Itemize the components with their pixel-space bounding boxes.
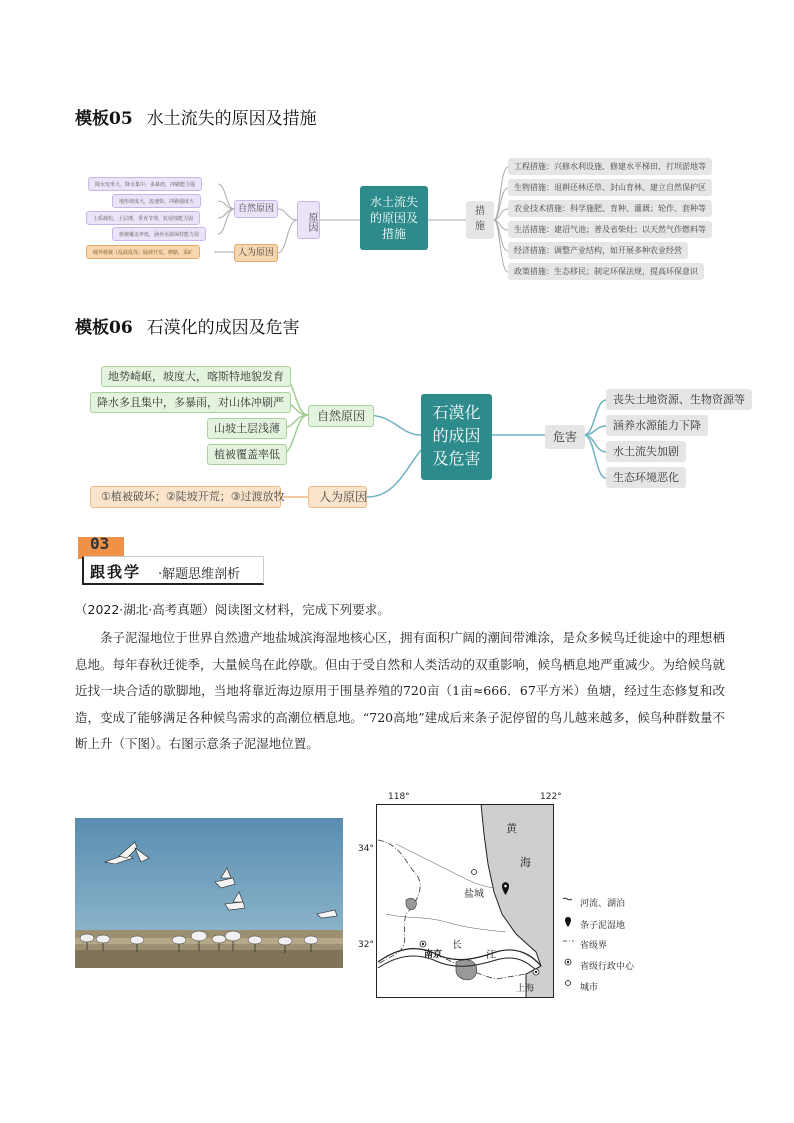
- map-river-label-1: 长: [452, 940, 462, 951]
- t05-natural-item: 降水变率大，降水集中，多暴雨，冲刷能力强: [88, 177, 202, 191]
- t05-measure-label: [466, 201, 494, 239]
- t05-natural-item: 土质疏松，土层薄，垂直节理，抗侵蚀能力弱: [86, 211, 200, 225]
- map-lat-top: 34°: [358, 844, 374, 854]
- t06-natural-item: 植被覆盖率低: [207, 444, 287, 465]
- t06-harm-item: 水土流失加剧: [606, 441, 686, 462]
- map-lat-bottom: 32°: [358, 940, 374, 950]
- t05-cause-label: [297, 201, 320, 239]
- template06-number: 模板06: [75, 318, 133, 338]
- t06-harm-item: 生态环境恶化: [606, 467, 686, 488]
- t05-measure-item: 工程措施：兴修水利设施、修建水平梯田、打坝淤地等: [508, 158, 712, 175]
- legend-river-lake: 河流、湖泊: [580, 899, 626, 909]
- t05-natural-item: 地形坡度大，流速快，冲刷强度大: [112, 194, 201, 208]
- map-legend-icons: [562, 896, 574, 992]
- t06-natural-item: 地势崎岖，坡度大，喀斯特地貌发育: [101, 366, 291, 387]
- section-title-bar: [82, 556, 264, 585]
- t05-center-text: 水土流失的原因及措施: [369, 195, 418, 241]
- t05-measure-item: 政策措施：生态移民；制定环保法规，提高环保意识: [508, 263, 704, 280]
- section-title-bold: 跟我学: [90, 563, 142, 581]
- map-lon-right: 122°: [540, 792, 562, 802]
- t06-harm-label: 危害: [545, 425, 585, 449]
- map-body: [376, 804, 554, 998]
- template06-heading: [75, 313, 300, 338]
- legend-city: 城市: [580, 983, 599, 993]
- t05-measure-text: 措施: [475, 206, 485, 232]
- t05-measure-item: 农业技术措施：科学施肥、育种、灌溉；轮作、套种等: [508, 200, 712, 217]
- question-body: [75, 625, 725, 758]
- legend-province-border: 省级界: [580, 941, 608, 951]
- template06-title: 石漠化的成因及危害: [146, 318, 300, 338]
- map-city-nanjing: 南京: [424, 950, 443, 960]
- map-sea-label-2: 海: [520, 856, 531, 869]
- t05-measure-item: 经济措施：调整产业结构，如开展多种农业经营: [508, 242, 688, 259]
- t05-natural-item: 植被覆盖率低，涵养水源保持能力弱: [112, 227, 206, 241]
- t06-center-box: [421, 394, 492, 480]
- question-body-text: 条子泥湿地位于世界自然遗产地盐城滨海湿地核心区，拥有面积广阔的潮间带滩涂，是众多候鸟迁徙途中的理想栖息地。每年春秋迁徙季，大量候鸟在此停歇。但由于受自然和人类活动的双重影响，候鸟栖息地严重减少。为给候鸟就近找一块合适的歇脚地，当地将靠近海边原用于围垦养殖的720亩（1亩≈666．67平方米）鱼塘，经过生态修复和改造，变成了能够满足各种候鸟需求的高潮位栖息地。“720高地”建成后来条子泥停留的鸟儿越来越多，候鸟种群数量不断上升（下图）。右图示意条子泥湿地位置。: [75, 630, 726, 751]
- section-number-badge: 03: [78, 537, 124, 559]
- map-city-yancheng: 盐城: [464, 889, 484, 900]
- t05-cause-text: 原因: [306, 211, 317, 232]
- t06-natural-item: 降水多且集中，多暴雨，对山体冲刷严: [90, 392, 291, 413]
- t06-harm-item: 涵养水源能力下降: [606, 415, 708, 436]
- t05-human-label: 人为原因: [234, 244, 278, 262]
- map-river-label-2: 江: [486, 950, 496, 961]
- t05-natural-label: 自然原因: [234, 200, 278, 218]
- t06-human-item: ①植被破坏；②陡坡开荒；③过渡放牧: [90, 486, 281, 508]
- legend-capital: 省级行政中心: [580, 962, 635, 972]
- legend-wetland: 条子泥湿地: [580, 921, 626, 931]
- template05-number: 模板05: [75, 109, 133, 129]
- t06-natural-label: 自然原因: [308, 405, 374, 427]
- t05-center-box: [360, 186, 428, 250]
- map-figure: [358, 790, 658, 1002]
- t06-natural-item: 山坡土层浅薄: [207, 418, 287, 439]
- section-title-rest: ·解题思维剖析: [158, 567, 241, 582]
- t05-measure-item: 生物措施：退耕还林还草、封山育林、建立自然保护区: [508, 179, 712, 196]
- template05-heading: [75, 104, 317, 129]
- cranes-photo: [75, 818, 343, 968]
- template05-title: 水土流失的原因及措施: [146, 109, 317, 129]
- map-lon-left: 118°: [388, 792, 410, 802]
- t06-harm-item: 丧失土地资源、生物资源等: [606, 389, 752, 410]
- t05-measure-item: 生活措施：建沼气池；普及省柴灶；以天然气作燃料等: [508, 221, 712, 238]
- t06-center-text: 石漠化的成因及危害: [432, 403, 481, 468]
- question-source: （2022·湖北·高考真题）阅读图文材料，完成下列要求。: [75, 602, 390, 617]
- t06-human-label: 人为原因: [308, 486, 367, 508]
- t05-human-item: 破坏植被（乱砍乱伐；陡坡开荒，修路，采矿: [86, 245, 200, 259]
- map-city-shanghai: 上海: [516, 984, 535, 994]
- map-sea-label-1: 黄: [506, 822, 517, 835]
